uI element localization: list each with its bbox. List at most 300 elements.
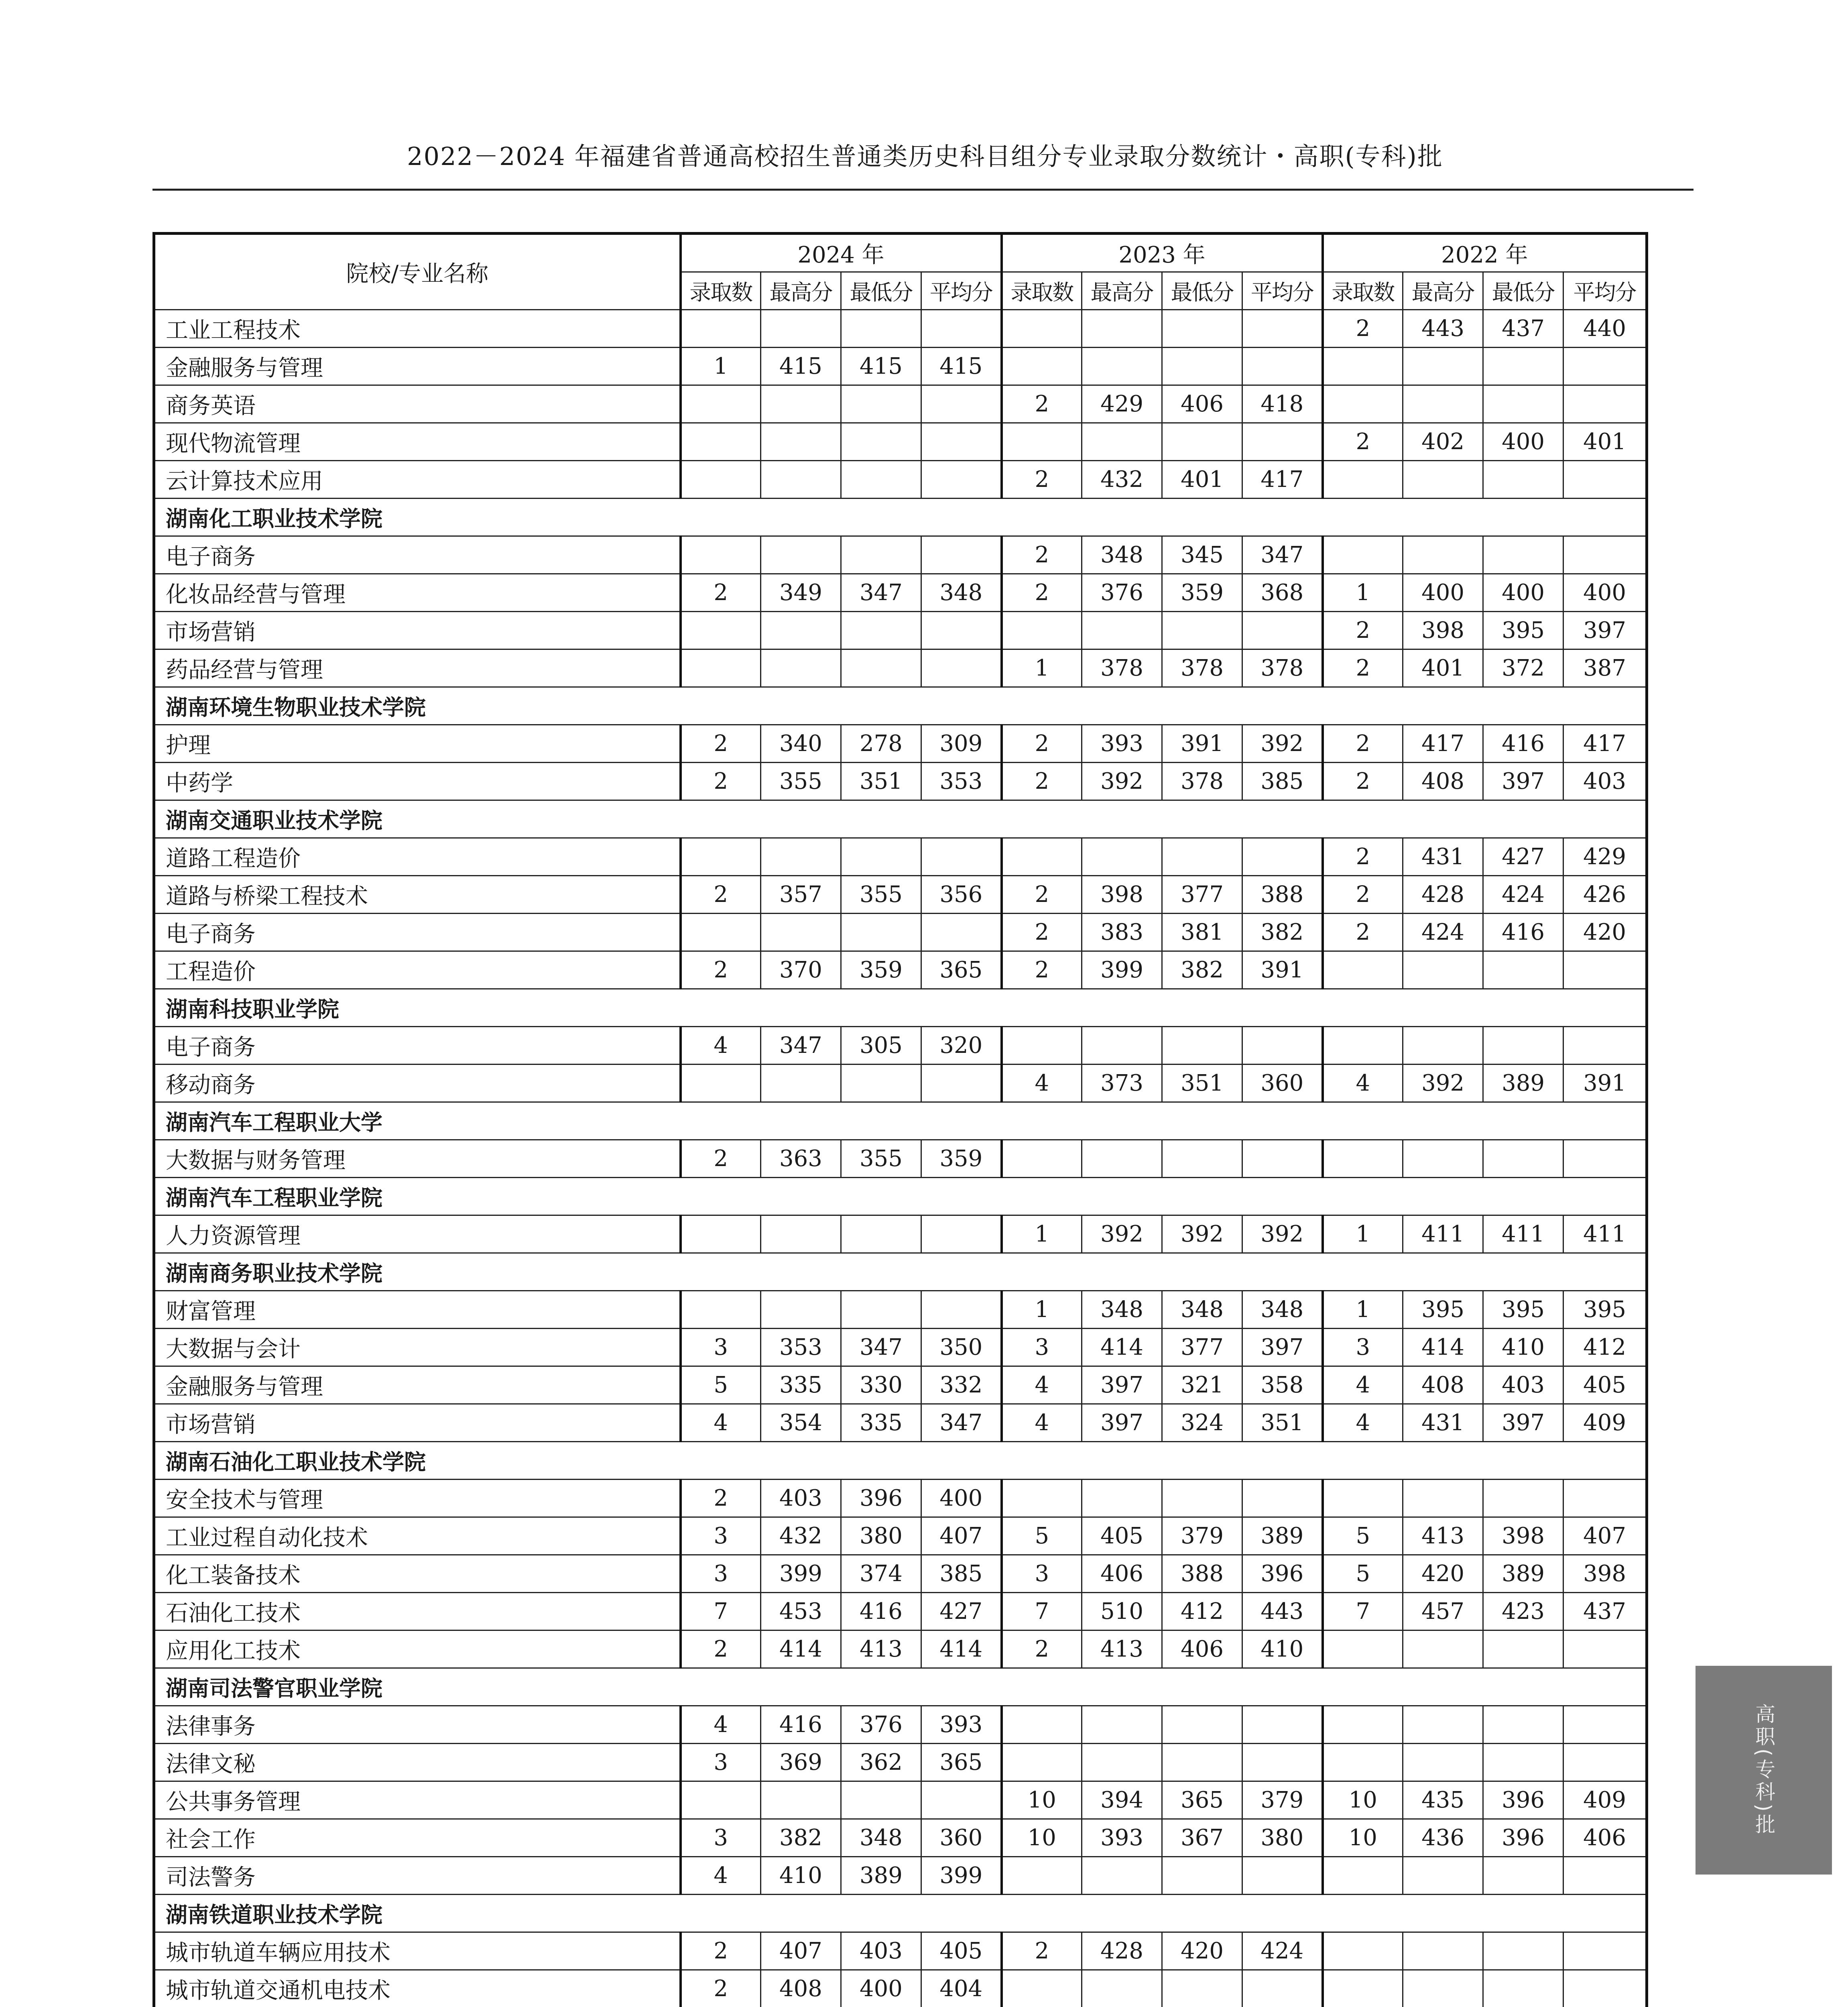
score-cell: 4: [1002, 1065, 1082, 1102]
score-cell: [681, 461, 761, 499]
score-cell: 406: [1162, 385, 1242, 423]
table-row: [154, 1404, 1647, 1442]
score-cell: [1483, 1706, 1563, 1744]
score-cell: [1483, 1480, 1563, 1517]
score-cell: 397: [1483, 763, 1563, 800]
score-cell: 347: [841, 1329, 921, 1366]
table-row: [154, 310, 1647, 348]
score-cell: 2: [681, 1480, 761, 1517]
table-row: [154, 1480, 1647, 1517]
score-cell: 415: [921, 348, 1002, 385]
score-cell: [1162, 423, 1242, 461]
score-cell: 2: [681, 574, 761, 612]
score-cell: [1483, 1027, 1563, 1065]
score-cell: 368: [1242, 574, 1323, 612]
major-name: 化妆品经营与管理: [154, 574, 681, 612]
score-cell: [921, 310, 1002, 348]
score-cell: 432: [1082, 461, 1162, 499]
score-cell: 399: [761, 1555, 841, 1593]
score-cell: 437: [1483, 310, 1563, 348]
score-cell: [1323, 1970, 1403, 2007]
table-row: [154, 763, 1647, 800]
major-name: 市场营销: [154, 1404, 681, 1442]
score-cell: 374: [841, 1555, 921, 1593]
score-cell: 417: [1242, 461, 1323, 499]
score-cell: 413: [1082, 1630, 1162, 1668]
score-cell: [1563, 1744, 1647, 1781]
major-name: 电子商务: [154, 536, 681, 574]
score-cell: 395: [1483, 1291, 1563, 1329]
score-cell: 1: [1323, 1291, 1403, 1329]
score-cell: [1242, 1970, 1323, 2007]
score-cell: 427: [921, 1593, 1002, 1630]
score-cell: 424: [1242, 1932, 1323, 1970]
score-cell: 416: [841, 1593, 921, 1630]
score-cell: [1323, 1140, 1403, 1178]
score-cell: 385: [1242, 763, 1323, 800]
score-cell: [1002, 310, 1082, 348]
major-name: 城市轨道交通机电技术: [154, 1970, 681, 2007]
score-cell: [1002, 838, 1082, 876]
score-cell: 335: [841, 1404, 921, 1442]
score-cell: 399: [1082, 951, 1162, 989]
score-cell: [1162, 612, 1242, 649]
score-cell: [921, 1215, 1002, 1253]
score-cell: 353: [921, 763, 1002, 800]
score-cell: [1082, 1027, 1162, 1065]
major-name: 安全技术与管理: [154, 1480, 681, 1517]
major-name: 道路与桥梁工程技术: [154, 876, 681, 914]
score-cell: 379: [1242, 1781, 1323, 1819]
score-cell: [681, 914, 761, 951]
score-cell: 3: [1002, 1329, 1082, 1366]
score-cell: 424: [1403, 914, 1483, 951]
score-cell: [1002, 1970, 1082, 2007]
school-name: 湖南石油化工职业技术学院: [154, 1442, 1647, 1480]
table-row: [154, 461, 1647, 499]
score-cell: 414: [921, 1630, 1002, 1668]
score-cell: 359: [921, 1140, 1002, 1178]
score-cell: 348: [841, 1819, 921, 1857]
major-name: 公共事务管理: [154, 1781, 681, 1819]
score-cell: 407: [1563, 1517, 1647, 1555]
score-cell: 389: [1483, 1555, 1563, 1593]
score-cell: 391: [1162, 725, 1242, 763]
score-cell: 403: [841, 1932, 921, 1970]
sub-header-cell: 最高分: [761, 272, 841, 310]
score-cell: 380: [841, 1517, 921, 1555]
score-cell: 393: [1082, 1819, 1162, 1857]
score-cell: 382: [761, 1819, 841, 1857]
score-cell: 416: [1483, 725, 1563, 763]
score-cell: 373: [1082, 1065, 1162, 1102]
score-cell: 395: [1403, 1291, 1483, 1329]
score-cell: 355: [841, 876, 921, 914]
score-cell: 1: [681, 348, 761, 385]
table-row: [154, 951, 1647, 989]
score-cell: [841, 385, 921, 423]
school-row: [154, 1442, 1647, 1480]
score-cell: [1403, 348, 1483, 385]
score-cell: [1082, 1480, 1162, 1517]
score-cell: 4: [681, 1404, 761, 1442]
score-cell: 385: [921, 1555, 1002, 1593]
score-cell: [1323, 1480, 1403, 1517]
score-cell: 428: [1082, 1932, 1162, 1970]
table-row: [154, 536, 1647, 574]
score-cell: 382: [1242, 914, 1323, 951]
score-cell: 431: [1403, 838, 1483, 876]
score-cell: [1563, 461, 1647, 499]
score-cell: 416: [761, 1706, 841, 1744]
score-cell: 401: [1403, 649, 1483, 687]
score-cell: 405: [1563, 1366, 1647, 1404]
major-name: 大数据与财务管理: [154, 1140, 681, 1178]
table-row: [154, 1630, 1647, 1668]
score-cell: 393: [921, 1706, 1002, 1744]
score-cell: [1483, 385, 1563, 423]
score-cell: 453: [761, 1593, 841, 1630]
score-cell: 398: [1403, 612, 1483, 649]
score-cell: 2: [1002, 763, 1082, 800]
score-cell: 400: [1483, 423, 1563, 461]
score-cell: 350: [921, 1329, 1002, 1366]
score-cell: [1403, 1027, 1483, 1065]
table-row: [154, 1593, 1647, 1630]
score-cell: 396: [1483, 1781, 1563, 1819]
score-cell: 412: [1162, 1593, 1242, 1630]
page-header-title: 2022－2024 年福建省普通高校招生普通类历史科目组分专业录取分数统计・高职(专科)批: [407, 142, 1443, 171]
score-cell: 391: [1563, 1065, 1647, 1102]
score-cell: 324: [1162, 1404, 1242, 1442]
score-cell: 351: [1242, 1404, 1323, 1442]
score-cell: 428: [1403, 876, 1483, 914]
table-row: [154, 838, 1647, 876]
year-header-2023: 2023 年: [1002, 234, 1323, 272]
score-cell: 431: [1403, 1404, 1483, 1442]
score-cell: [841, 536, 921, 574]
major-name: 金融服务与管理: [154, 1366, 681, 1404]
major-name: 现代物流管理: [154, 423, 681, 461]
score-cell: 278: [841, 725, 921, 763]
score-cell: [1483, 461, 1563, 499]
score-cell: 2: [1002, 1932, 1082, 1970]
score-cell: [1563, 536, 1647, 574]
score-cell: 392: [1242, 725, 1323, 763]
score-cell: 392: [1242, 1215, 1323, 1253]
score-cell: 347: [921, 1404, 1002, 1442]
score-cell: 397: [1242, 1329, 1323, 1366]
score-cell: 4: [1002, 1366, 1082, 1404]
score-cell: 4: [1323, 1065, 1403, 1102]
score-cell: 348: [1162, 1291, 1242, 1329]
score-cell: 391: [1242, 951, 1323, 989]
school-row: [154, 989, 1647, 1027]
score-cell: 382: [1162, 951, 1242, 989]
score-cell: [1403, 461, 1483, 499]
major-name: 人力资源管理: [154, 1215, 681, 1253]
score-cell: 2: [1323, 914, 1403, 951]
score-cell: [1483, 1970, 1563, 2007]
score-cell: [1002, 1857, 1082, 1895]
score-cell: [1403, 385, 1483, 423]
sub-header-cell: 平均分: [1563, 272, 1647, 310]
score-cell: [1002, 1480, 1082, 1517]
major-name: 财富管理: [154, 1291, 681, 1329]
score-cell: [1242, 1744, 1323, 1781]
score-cell: 380: [1242, 1819, 1323, 1857]
score-cell: 420: [1563, 914, 1647, 951]
score-cell: 443: [1403, 310, 1483, 348]
score-cell: [681, 612, 761, 649]
score-cell: 510: [1082, 1593, 1162, 1630]
score-cell: [1242, 1140, 1323, 1178]
score-cell: 1: [1002, 649, 1082, 687]
score-cell: 5: [1323, 1517, 1403, 1555]
school-name: 湖南科技职业学院: [154, 989, 1647, 1027]
score-cell: 309: [921, 725, 1002, 763]
score-cell: 340: [761, 725, 841, 763]
score-cell: [1563, 1630, 1647, 1668]
score-cell: [1563, 1027, 1647, 1065]
score-cell: 406: [1082, 1555, 1162, 1593]
score-cell: [1242, 1706, 1323, 1744]
score-cell: 457: [1403, 1593, 1483, 1630]
major-name: 石油化工技术: [154, 1593, 681, 1630]
score-cell: 4: [1323, 1366, 1403, 1404]
score-cell: 7: [681, 1593, 761, 1630]
year-header-2022: 2022 年: [1323, 234, 1647, 272]
score-cell: 409: [1563, 1781, 1647, 1819]
score-cell: [1242, 612, 1323, 649]
score-cell: [681, 1291, 761, 1329]
score-cell: 347: [1242, 536, 1323, 574]
score-cell: [1162, 838, 1242, 876]
table-row: [154, 1744, 1647, 1781]
score-cell: 395: [1483, 612, 1563, 649]
score-cell: [841, 838, 921, 876]
score-cell: 360: [921, 1819, 1002, 1857]
score-cell: [1002, 1706, 1082, 1744]
score-cell: 417: [1563, 725, 1647, 763]
score-cell: 2: [1002, 951, 1082, 989]
score-cell: 410: [1483, 1329, 1563, 1366]
score-cell: 388: [1162, 1555, 1242, 1593]
sub-header-cell: 最低分: [1483, 272, 1563, 310]
score-cell: 2: [1002, 1630, 1082, 1668]
score-cell: 377: [1162, 1329, 1242, 1366]
score-cell: 2: [681, 951, 761, 989]
score-cell: 383: [1082, 914, 1162, 951]
score-cell: 2: [1002, 876, 1082, 914]
major-name: 中药学: [154, 763, 681, 800]
score-cell: 378: [1242, 649, 1323, 687]
score-cell: 335: [761, 1366, 841, 1404]
score-cell: 414: [1403, 1329, 1483, 1366]
score-cell: [921, 838, 1002, 876]
score-cell: 397: [1082, 1366, 1162, 1404]
score-cell: 399: [921, 1857, 1002, 1895]
score-cell: 407: [761, 1932, 841, 1970]
score-cell: [1483, 1857, 1563, 1895]
score-cell: [1162, 310, 1242, 348]
score-cell: 397: [1082, 1404, 1162, 1442]
major-name: 护理: [154, 725, 681, 763]
score-cell: 436: [1403, 1819, 1483, 1857]
score-cell: [761, 612, 841, 649]
score-cell: [1002, 1027, 1082, 1065]
school-row: [154, 1178, 1647, 1215]
score-cell: 376: [841, 1706, 921, 1744]
score-cell: 418: [1242, 385, 1323, 423]
score-cell: 416: [1483, 914, 1563, 951]
score-cell: 394: [1082, 1781, 1162, 1819]
score-cell: 407: [921, 1517, 1002, 1555]
score-cell: 405: [1082, 1517, 1162, 1555]
score-cell: 332: [921, 1366, 1002, 1404]
score-cell: 435: [1403, 1781, 1483, 1819]
score-cell: 355: [841, 1140, 921, 1178]
score-cell: [1563, 385, 1647, 423]
score-cell: [921, 385, 1002, 423]
score-cell: 429: [1563, 838, 1647, 876]
score-cell: [1082, 1706, 1162, 1744]
score-cell: [1403, 1480, 1483, 1517]
score-cell: [1483, 536, 1563, 574]
score-cell: [841, 1291, 921, 1329]
score-cell: [761, 310, 841, 348]
score-cell: [1563, 348, 1647, 385]
score-cell: 392: [1403, 1065, 1483, 1102]
name-column-header: 院校/专业名称: [154, 234, 681, 310]
score-cell: 1: [1323, 1215, 1403, 1253]
score-cell: 403: [761, 1480, 841, 1517]
major-name: 大数据与会计: [154, 1329, 681, 1366]
score-cell: [1082, 1744, 1162, 1781]
score-cell: [1403, 1706, 1483, 1744]
score-cell: [761, 385, 841, 423]
school-name: 湖南汽车工程职业学院: [154, 1178, 1647, 1215]
score-cell: 378: [1162, 649, 1242, 687]
score-cell: [1002, 612, 1082, 649]
table-row: [154, 1555, 1647, 1593]
score-cell: 405: [921, 1932, 1002, 1970]
table-row: [154, 1329, 1647, 1366]
score-cell: 2: [1002, 385, 1082, 423]
score-cell: 409: [1563, 1404, 1647, 1442]
score-cell: [681, 536, 761, 574]
score-cell: 370: [761, 951, 841, 989]
school-name: 湖南交通职业技术学院: [154, 800, 1647, 838]
score-cell: [1403, 1630, 1483, 1668]
score-cell: 4: [681, 1857, 761, 1895]
score-cell: 321: [1162, 1366, 1242, 1404]
score-cell: [1082, 310, 1162, 348]
major-name: 市场营销: [154, 612, 681, 649]
score-cell: 351: [841, 763, 921, 800]
score-cell: 359: [841, 951, 921, 989]
score-cell: 2: [1323, 310, 1403, 348]
score-cell: 2: [1323, 612, 1403, 649]
score-cell: 408: [1403, 763, 1483, 800]
score-cell: 381: [1162, 914, 1242, 951]
score-cell: 413: [1403, 1517, 1483, 1555]
score-cell: 411: [1483, 1215, 1563, 1253]
school-name: 湖南司法警官职业学院: [154, 1668, 1647, 1706]
major-name: 城市轨道车辆应用技术: [154, 1932, 681, 1970]
school-name: 湖南环境生物职业技术学院: [154, 687, 1647, 725]
major-name: 工业工程技术: [154, 310, 681, 348]
score-cell: [1563, 951, 1647, 989]
sub-header-cell: 最高分: [1403, 272, 1483, 310]
score-cell: 363: [761, 1140, 841, 1178]
table-row: [154, 1366, 1647, 1404]
score-cell: 392: [1162, 1215, 1242, 1253]
major-name: 移动商务: [154, 1065, 681, 1102]
score-cell: 378: [1162, 763, 1242, 800]
sub-header-cell: 最低分: [841, 272, 921, 310]
score-cell: [1162, 1480, 1242, 1517]
table-row: [154, 1140, 1647, 1178]
table-row: [154, 1819, 1647, 1857]
table-row: [154, 1706, 1647, 1744]
score-cell: [761, 914, 841, 951]
score-cell: 437: [1563, 1593, 1647, 1630]
score-cell: [1082, 612, 1162, 649]
score-cell: [1563, 1932, 1647, 1970]
score-cell: 398: [1563, 1555, 1647, 1593]
score-cell: [921, 1065, 1002, 1102]
table-row: [154, 1517, 1647, 1555]
major-name: 药品经营与管理: [154, 649, 681, 687]
score-cell: 432: [761, 1517, 841, 1555]
score-cell: [761, 536, 841, 574]
score-cell: 2: [681, 1630, 761, 1668]
score-table-body: [154, 310, 1647, 2007]
score-cell: 388: [1242, 876, 1323, 914]
score-cell: 400: [921, 1480, 1002, 1517]
school-row: [154, 1102, 1647, 1140]
table-row: [154, 1065, 1647, 1102]
score-cell: [1082, 423, 1162, 461]
major-name: 道路工程造价: [154, 838, 681, 876]
score-cell: 2: [1002, 461, 1082, 499]
score-cell: [761, 649, 841, 687]
score-cell: [921, 914, 1002, 951]
score-cell: [921, 1781, 1002, 1819]
score-cell: [681, 385, 761, 423]
score-cell: [841, 1215, 921, 1253]
score-cell: 365: [921, 1744, 1002, 1781]
school-row: [154, 687, 1647, 725]
score-cell: [1323, 1706, 1403, 1744]
score-cell: 396: [841, 1480, 921, 1517]
major-name: 商务英语: [154, 385, 681, 423]
score-cell: 3: [1002, 1555, 1082, 1593]
score-cell: [921, 1291, 1002, 1329]
school-row: [154, 1668, 1647, 1706]
score-cell: 353: [761, 1329, 841, 1366]
score-table: [152, 232, 1648, 2007]
score-cell: 402: [1403, 423, 1483, 461]
score-cell: 387: [1563, 649, 1647, 687]
major-name: 法律文秘: [154, 1744, 681, 1781]
score-cell: 320: [921, 1027, 1002, 1065]
score-cell: 10: [1323, 1819, 1403, 1857]
score-cell: [681, 1215, 761, 1253]
score-cell: 398: [1082, 876, 1162, 914]
score-cell: 389: [1483, 1065, 1563, 1102]
